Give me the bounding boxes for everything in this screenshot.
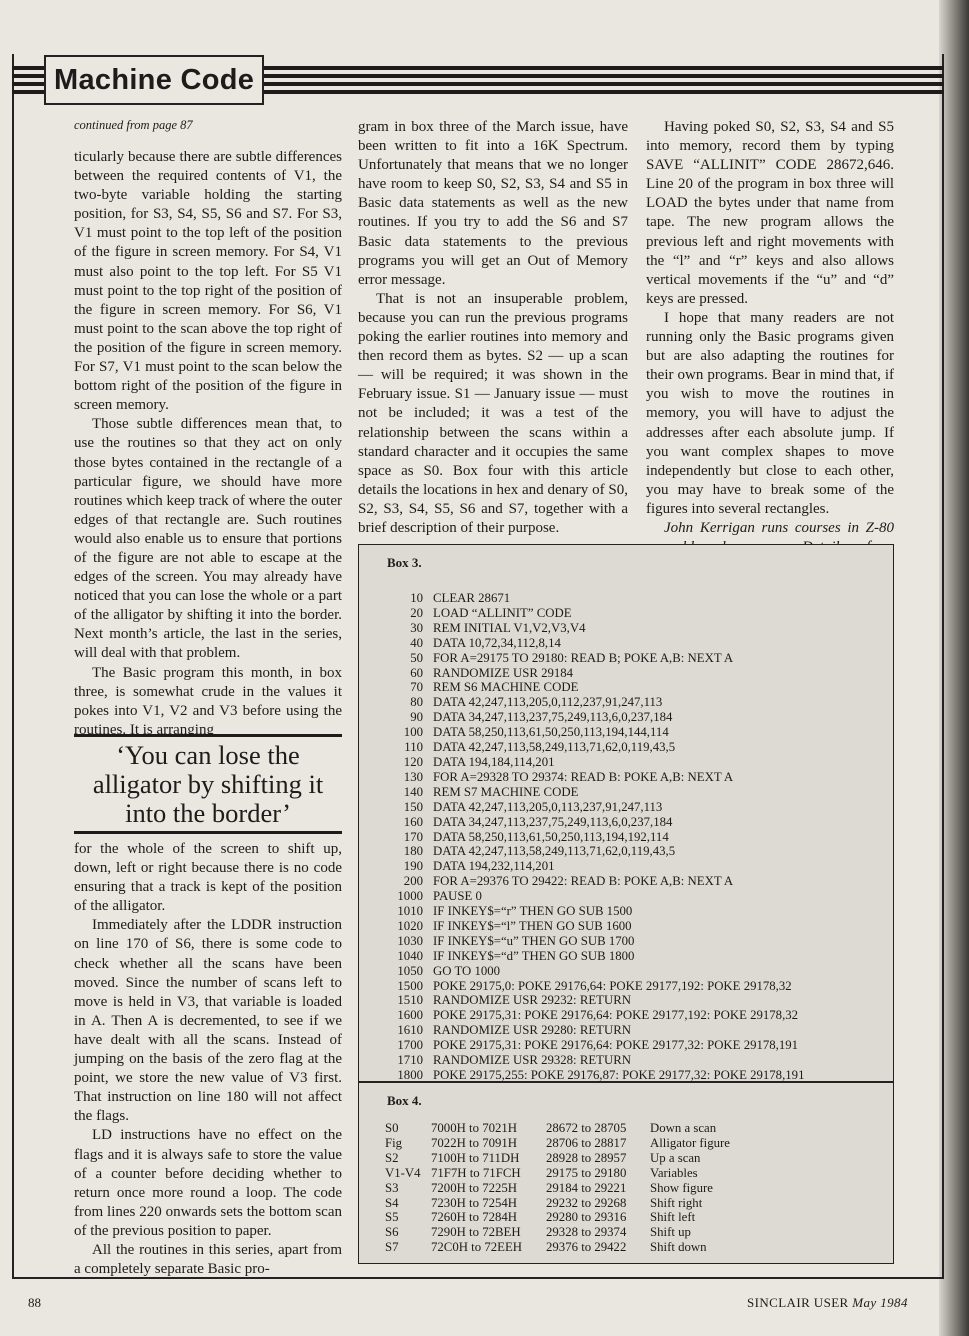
table-row	[385, 1210, 730, 1225]
line-number: 110	[404, 740, 423, 755]
table-cell: S5	[385, 1210, 399, 1225]
table-cell: S0	[385, 1121, 399, 1135]
page-number: 88	[28, 1295, 41, 1310]
line-number: 80	[410, 695, 423, 710]
paragraph: All the routines in this series, apart from a completely separate Basic pro-	[74, 1241, 342, 1278]
address-table	[385, 1121, 730, 1255]
line-code: POKE 29175,31: POKE 29176,64: POKE 29177,32: POKE 29178,191	[433, 1038, 799, 1053]
table-cell: 72C0H to 72EEH	[431, 1240, 522, 1255]
line-number: 160	[403, 814, 423, 829]
table-cell: Alligator figure	[650, 1135, 730, 1150]
table-cell: 7100H to 711DH	[431, 1150, 520, 1165]
line-number: 1510	[397, 993, 423, 1008]
line-code: FOR A=29328 TO 29374: READ B: POKE A,B: NEXT A	[433, 769, 734, 784]
listing-line	[389, 1053, 804, 1068]
table-cell: Down a scan	[650, 1121, 717, 1135]
article-column-1-continued	[74, 840, 342, 1279]
table-cell: Up a scan	[650, 1150, 701, 1165]
line-code: DATA 34,247,113,237,75,249,113,6,0,237,184	[433, 814, 673, 829]
listing-line	[389, 830, 804, 845]
line-code: FOR A=29376 TO 29422: READ B: POKE A,B: NEXT A	[433, 874, 734, 889]
table-cell: Shift down	[650, 1240, 707, 1255]
line-code: DATA 194,232,114,201	[433, 859, 555, 874]
paragraph: The Basic program this month, in box three, is somewhat crude in the values it pokes into V1, V2 and V3 before using the routines. It is arranging	[74, 664, 342, 738]
table-row	[385, 1151, 730, 1166]
table-cell: 28928 to 28957	[546, 1150, 627, 1165]
listing-line	[389, 859, 804, 874]
table-cell: S2	[385, 1150, 399, 1165]
box-title: Box 3.	[387, 555, 422, 570]
line-code: IF INKEY$=“r” THEN GO SUB 1500	[433, 904, 633, 919]
table-cell: 29376 to 29422	[546, 1240, 627, 1255]
paragraph: I hope that many readers are not running only the Basic programs given but are also adapting the routines for their own programs. Bear in mind that, if you wish to move the routines in memory, you will have to adjust the addresses after each absolute jump. If you want complex shapes to move independently but close to each other, you may have to break some of the figures into several rectangles.	[646, 309, 894, 517]
listing-line	[389, 815, 804, 830]
article-column-1	[74, 148, 342, 740]
line-code: FOR A=29175 TO 29180: READ B; POKE A,B: NEXT A	[433, 650, 734, 665]
listing-line	[389, 710, 804, 725]
listing-line	[389, 651, 804, 666]
listing-line	[389, 606, 804, 621]
line-number: 1020	[397, 918, 423, 933]
line-number: 170	[403, 829, 423, 844]
table-cell: 28672 to 28705	[546, 1121, 627, 1135]
author-note: John Kerrigan runs courses in Z-80	[664, 519, 894, 536]
table-cell: 7230H to 7254H	[431, 1195, 518, 1210]
table-cell: 29175 to 29180	[546, 1165, 627, 1180]
listing-line	[389, 621, 804, 636]
table-cell: S7	[385, 1240, 399, 1255]
line-code: REM INITIAL V1,V2,V3,V4	[433, 620, 586, 635]
line-number: 1600	[397, 1008, 423, 1023]
line-code: IF INKEY$=“l” THEN GO SUB 1600	[433, 918, 632, 933]
line-code: DATA 10,72,34,112,8,14	[433, 635, 561, 650]
listing-line	[389, 964, 804, 979]
line-number: 50	[410, 650, 423, 665]
table-row	[385, 1225, 730, 1240]
line-number: 1030	[397, 933, 423, 948]
paragraph: Those subtle differences mean that, to use the routines so that they act on only those bytes contained in the rectangle of a particular figure, we should have more routines which keep track of where the outer edges of that rectangle are. Such routines would also enable us to ensure that portions of the figure are not able to escape at the edges of the screen. You may already have noticed that you can lose the whole or a part of the alligator by shifting it into the border. Next month’s article, the last in the series, will deal with that problem.	[74, 416, 342, 662]
line-number: 30	[410, 620, 423, 635]
line-number: 60	[410, 665, 423, 680]
line-code: DATA 42,247,113,205,0,113,237,91,247,113	[433, 799, 663, 814]
table-cell: Shift left	[650, 1210, 696, 1225]
line-number: 100	[403, 725, 423, 740]
line-code: PAUSE 0	[433, 889, 482, 904]
line-code: DATA 58,250,113,61,50,250,113,194,144,114	[433, 725, 669, 740]
line-code: GO TO 1000	[433, 963, 501, 978]
issue-date: May 1984	[852, 1295, 908, 1310]
listing-line	[389, 800, 804, 815]
line-number: 10	[410, 591, 423, 605]
line-number: 1000	[397, 889, 423, 904]
listing-line	[389, 695, 804, 710]
paragraph: Having poked S0, S2, S3, S4 and S5 into memory, record them by typing SAVE “ALLINIT” CODE 28672,646. Line 20 of the program in box three will LOAD the bytes under that name from tape. The new program allows the previous left and right movements with the “l” and “r” keys and also allows vertical movements if the “u” and “d” keys are pressed.	[646, 119, 894, 307]
listing-line	[389, 1038, 804, 1053]
table-cell: 29328 to 29374	[546, 1225, 627, 1240]
table-cell: Variables	[650, 1165, 698, 1180]
table-cell: 71F7H to 71FCH	[431, 1165, 521, 1180]
listing-line	[389, 740, 804, 755]
listing-line	[389, 993, 804, 1008]
listing-line	[389, 919, 804, 934]
line-code: REM S7 MACHINE CODE	[433, 784, 579, 799]
box-title: Box 4.	[387, 1093, 422, 1108]
line-code: IF INKEY$=“u” THEN GO SUB 1700	[433, 933, 635, 948]
table-cell: 7260H to 7284H	[431, 1210, 518, 1225]
paragraph: for the whole of the screen to shift up, down, left or right because there is no code ensuring that a track is kept of the position of the alligator.	[74, 841, 342, 915]
paragraph: ticularly because there are subtle differences between the required contents of V1, the two-byte variable holding the starting position, for S3, S4, S5, S6 and S7. For S3, V1 must point to the top left of the position of the figure in screen memory. For S4, V1 must also point to the top left. For S5 V1 must point to the top right of the position of the figure in screen memory. For S6, V1 must point to the scan above the top right of the position of the figure in screen memory. For S7, V1 must point to the scan below the bottom right of the position of the figure in screen memory.	[74, 149, 342, 414]
magazine-name: SINCLAIR USER	[747, 1295, 849, 1310]
table-cell: 7022H to 7091H	[431, 1135, 518, 1150]
line-code: DATA 194,184,114,201	[433, 754, 555, 769]
listing-line	[389, 636, 804, 651]
line-number: 1710	[397, 1053, 423, 1068]
line-code: DATA 42,247,113,58,249,113,71,62,0,119,43,5	[433, 844, 676, 859]
line-number: 1010	[397, 904, 423, 919]
listing-line	[389, 785, 804, 800]
line-code: RANDOMIZE USR 29184	[433, 665, 574, 680]
line-code: RANDOMIZE USR 29328: RETURN	[433, 1053, 632, 1068]
table-cell: 29280 to 29316	[546, 1210, 627, 1225]
listing-line	[389, 889, 804, 904]
table-row	[385, 1166, 730, 1181]
line-code: DATA 42,247,113,58,249,113,71,62,0,119,43,5	[433, 740, 676, 755]
pull-quote: ‘You can lose the alligator by shifting it into the border’	[74, 734, 342, 834]
table-cell: 29184 to 29221	[546, 1180, 627, 1195]
listing-line	[389, 874, 804, 889]
listing-line	[389, 979, 804, 994]
line-number: 200	[403, 874, 423, 889]
paragraph: Immediately after the LDDR instruction on line 170 of S6, there is some code to check whether all the scans have been moved. Since the number of scans left to move is held in V3, that variable is loaded in A. Then A is decremented, to see if we have dealt with all the scans. Instead of jumping on the basis of the zero flag at the point, we store the new value of V3 first. That instruction on line 180 will not affect the flags.	[74, 917, 342, 1125]
table-cell: Show figure	[650, 1180, 713, 1195]
paragraph: That is not an insuperable problem, because you can run the previous programs poking the earlier routines into memory and then record them as bytes. S2 — up a scan — will be required; it was shown in the February issue. S1 — January issue — must not be included; it was a test of the relationship between the scans within a standard character and it occupies the same space as S0. Box four with this article details the locations in hex and denary of S0, S2, S3, S4, S5, S6 and S7, together with a brief description of their purpose.	[358, 290, 628, 536]
box-4-address-table	[358, 1082, 894, 1264]
line-code: POKE 29175,31: POKE 29176,64: POKE 29177,192: POKE 29178,32	[433, 1008, 799, 1023]
line-number: 140	[403, 784, 423, 799]
line-number: 120	[403, 754, 423, 769]
line-number: 70	[410, 680, 423, 695]
table-cell: V1-V4	[385, 1165, 421, 1180]
table-cell: 28706 to 28817	[546, 1135, 627, 1150]
line-code: LOAD “ALLINIT” CODE	[433, 605, 572, 620]
line-code: RANDOMIZE USR 29232: RETURN	[433, 993, 632, 1008]
table-cell: 7200H to 7225H	[431, 1180, 518, 1195]
line-number: 20	[410, 605, 423, 620]
table-cell: S3	[385, 1180, 399, 1195]
footer-magazine	[747, 1295, 908, 1311]
line-number: 190	[403, 859, 423, 874]
listing-line	[389, 1008, 804, 1023]
line-number: 1500	[397, 978, 423, 993]
line-code: POKE 29175,255: POKE 29176,87: POKE 29177,32: POKE 29178,191	[433, 1068, 805, 1082]
line-number: 1050	[397, 963, 423, 978]
table-cell: 7290H to 72BEH	[431, 1225, 521, 1240]
paragraph: gram in box three of the March issue, have been written to fit into a 16K Spectrum. Unfortunately that means that we no longer have room to keep S0, S2, S3, S4 and S5 in Basic data statements as well as the new routines. If you try to add the S6 and S7 Basic data statements to the previous programs you will get an Out of Memory error message.	[358, 119, 628, 288]
line-code: RANDOMIZE USR 29280: RETURN	[433, 1023, 632, 1038]
listing-line	[389, 904, 804, 919]
line-code: DATA 34,247,113,237,75,249,113,6,0,237,184	[433, 710, 673, 725]
table-cell: S6	[385, 1225, 399, 1240]
line-number: 1800	[397, 1068, 423, 1082]
listing-line	[389, 949, 804, 964]
line-number: 150	[403, 799, 423, 814]
listing-line	[389, 680, 804, 695]
line-number: 40	[410, 635, 423, 650]
section-title: Machine Code	[44, 55, 264, 105]
table-cell: Shift up	[650, 1225, 691, 1240]
line-code: CLEAR 28671	[433, 591, 511, 605]
line-code: DATA 58,250,113,61,50,250,113,194,192,114	[433, 829, 669, 844]
table-cell: S4	[385, 1195, 399, 1210]
table-row	[385, 1240, 730, 1255]
table-cell: Fig	[385, 1135, 403, 1150]
table-cell: 29232 to 29268	[546, 1195, 627, 1210]
table-row	[385, 1196, 730, 1211]
paragraph: LD instructions have no effect on the flags and it is always safe to store the value of a counter before deciding whether to return once more round a loop. The code from lines 220 onwards sets the bottom scan of the previous position to paper.	[74, 1127, 342, 1239]
line-number: 1040	[397, 948, 423, 963]
article-column-2	[358, 118, 628, 538]
listing-line	[389, 1023, 804, 1038]
listing-line	[389, 591, 804, 606]
listing-line	[389, 725, 804, 740]
line-code: REM S6 MACHINE CODE	[433, 680, 579, 695]
line-number: 1700	[397, 1038, 423, 1053]
listing-line	[389, 844, 804, 859]
line-number: 1610	[397, 1023, 423, 1038]
listing-line	[389, 934, 804, 949]
listing-line	[389, 1068, 804, 1083]
table-row	[385, 1181, 730, 1196]
line-number: 130	[403, 769, 423, 784]
continued-note: continued from page 87	[74, 118, 193, 132]
line-number: 90	[410, 710, 423, 725]
line-code: IF INKEY$=“d” THEN GO SUB 1800	[433, 948, 635, 963]
basic-listing	[389, 591, 804, 1098]
line-code: POKE 29175,0: POKE 29176,64: POKE 29177,192: POKE 29178,32	[433, 978, 792, 993]
listing-line	[389, 755, 804, 770]
box-3-listing	[358, 544, 894, 1082]
listing-line	[389, 770, 804, 785]
line-code: DATA 42,247,113,205,0,112,237,91,247,113	[433, 695, 663, 710]
article-column-3	[646, 118, 894, 576]
table-row	[385, 1136, 730, 1151]
table-row	[385, 1121, 730, 1136]
line-number: 180	[403, 844, 423, 859]
listing-line	[389, 666, 804, 681]
table-cell: Shift right	[650, 1195, 703, 1210]
table-cell: 7000H to 7021H	[431, 1121, 518, 1135]
